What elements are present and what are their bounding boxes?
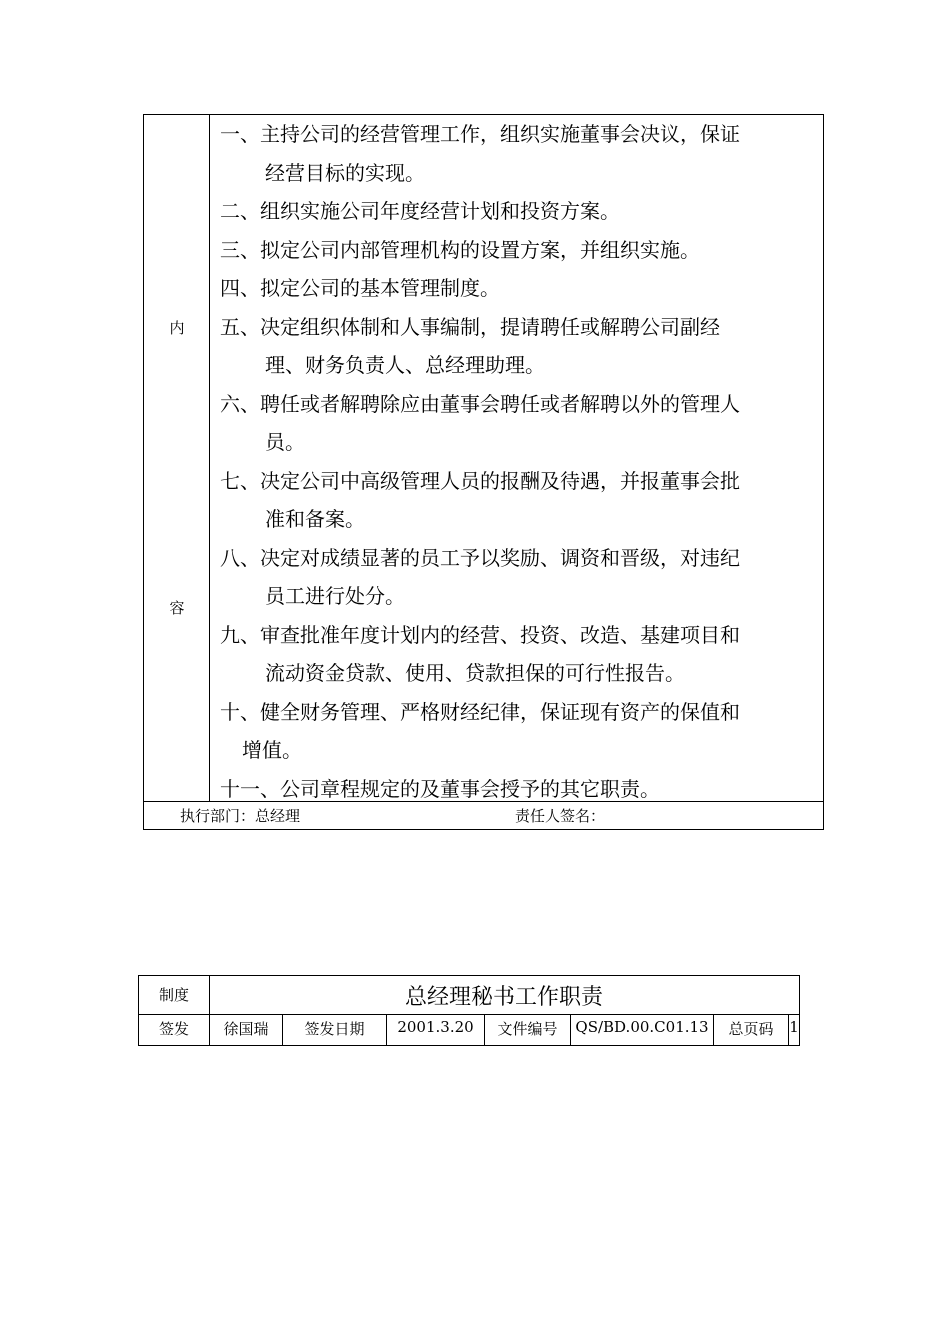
responsibility-item: 四、拟定公司的基本管理制度。 bbox=[220, 276, 500, 300]
header-row-meta bbox=[139, 1015, 799, 1045]
responsibilities-table bbox=[143, 114, 824, 830]
responsibility-item: 七、决定公司中高级管理人员的报酬及待遇，并报董事会批 准和备案。 bbox=[220, 468, 740, 531]
total-pages: 1 bbox=[789, 1018, 799, 1036]
footer-row bbox=[144, 801, 823, 829]
total-pages-label-cell bbox=[714, 1015, 789, 1045]
system-label: 制度 bbox=[158, 986, 189, 1004]
issue-date: 2001.3.20 bbox=[397, 1018, 474, 1036]
side-label-bottom: 容 bbox=[169, 599, 185, 617]
doc-no: QS/BD.00.C01.13 bbox=[575, 1018, 709, 1036]
responsibility-item: 十、健全财务管理、严格财经纪律，保证现有资产的保值和 增值。 bbox=[220, 699, 740, 762]
issue-label: 签发 bbox=[158, 1020, 189, 1038]
doc-no-cell bbox=[571, 1015, 714, 1045]
document-title: 总经理秘书工作职责 bbox=[404, 985, 603, 1010]
executing-dept: 执行部门：总经理 bbox=[180, 807, 301, 825]
system-label-cell bbox=[139, 976, 210, 1014]
total-pages-label: 总页码 bbox=[728, 1020, 774, 1038]
total-pages-cell bbox=[789, 1015, 799, 1045]
issue-date-cell bbox=[387, 1015, 485, 1045]
responsibility-list bbox=[220, 115, 820, 808]
responsibility-item: 八、决定对成绩显著的员工予以奖励、调资和晋级，对违纪 员工进行处分。 bbox=[220, 545, 740, 608]
doc-no-label: 文件编号 bbox=[497, 1020, 558, 1038]
responsibility-item: 五、决定组织体制和人事编制，提请聘任或解聘公司副经 理、财务负责人、总经理助理。 bbox=[220, 314, 720, 377]
side-label-column bbox=[144, 115, 210, 801]
signature-label: 责任人签名： bbox=[515, 807, 606, 825]
issue-date-label: 签发日期 bbox=[304, 1020, 365, 1038]
issue-label-cell bbox=[139, 1015, 210, 1045]
side-label-top: 内 bbox=[169, 319, 185, 337]
header-row-title bbox=[139, 976, 799, 1015]
issuer-name: 徐国瑞 bbox=[223, 1020, 269, 1038]
doc-no-label-cell bbox=[485, 1015, 571, 1045]
issuer-cell bbox=[210, 1015, 283, 1045]
responsibility-item: 三、拟定公司内部管理机构的设置方案，并组织实施。 bbox=[220, 237, 700, 262]
responsibility-item: 二、组织实施公司年度经营计划和投资方案。 bbox=[220, 199, 620, 223]
issue-date-label-cell bbox=[283, 1015, 387, 1045]
responsibility-item: 六、聘任或者解聘除应由董事会聘任或者解聘以外的管理人 员。 bbox=[220, 391, 740, 454]
document-header-table bbox=[138, 975, 800, 1046]
responsibility-item: 一、主持公司的经营管理工作，组织实施董事会决议，保证 经营目标的实现。 bbox=[220, 122, 740, 185]
responsibility-item: 九、审查批准年度计划内的经营、投资、改造、基建项目和 流动资金贷款、使用、贷款担保的可行性报告。 bbox=[220, 622, 740, 685]
responsibility-item: 十一、公司章程规定的及董事会授予的其它职责。 bbox=[220, 776, 660, 801]
